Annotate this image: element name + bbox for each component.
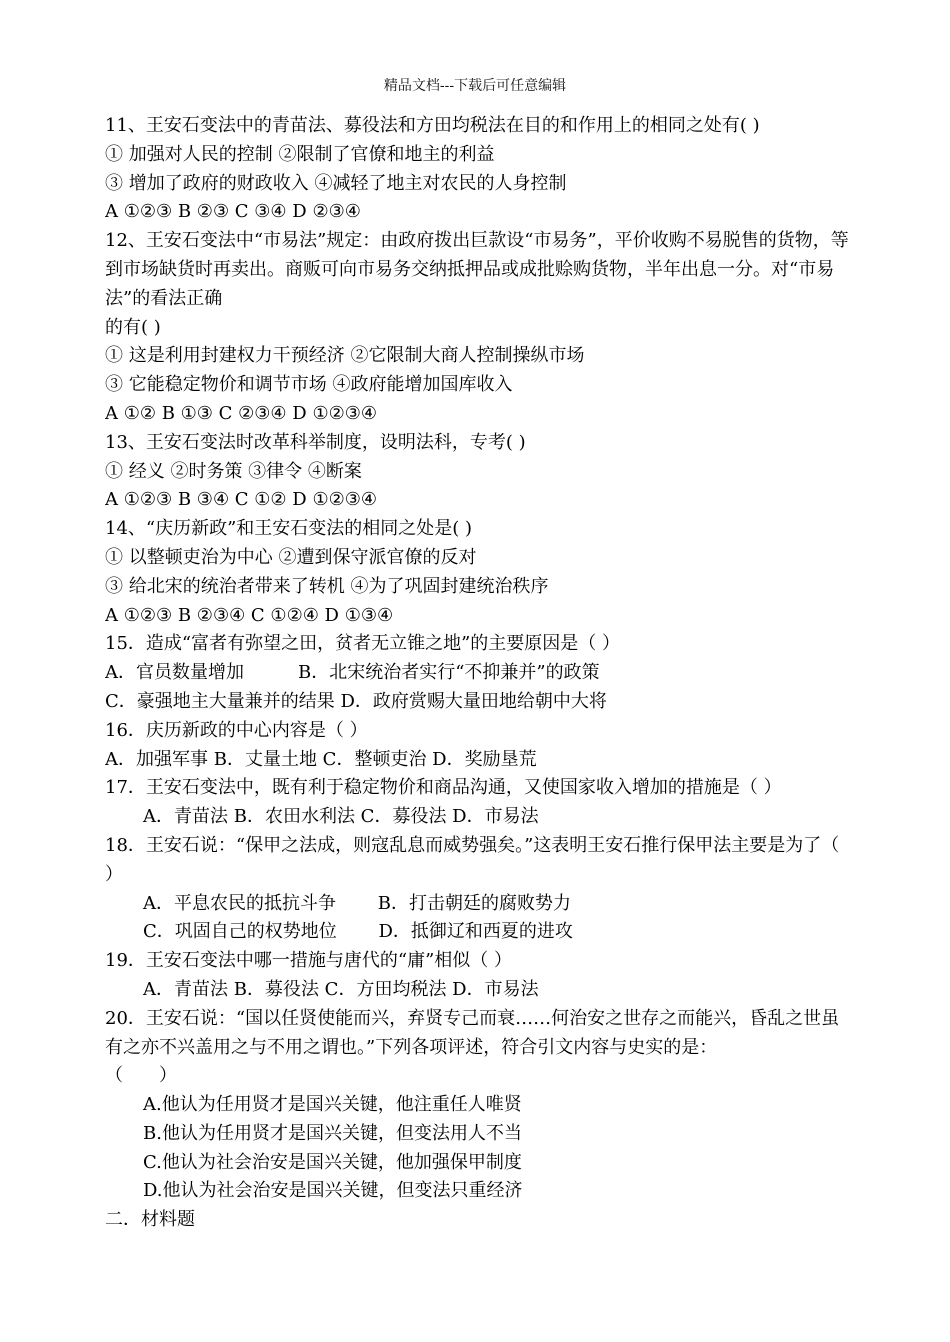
- text-line: 的有( ): [105, 316, 161, 338]
- text-line: A.他认为任用贤才是国兴关键，他注重任人唯贤: [143, 1094, 522, 1116]
- text-line: ① 以整顿吏治为中心 ②遭到保守派官僚的反对: [105, 546, 477, 568]
- text-line: C．巩固自己的权势地位 D．抵御辽和西夏的进攻: [143, 921, 573, 943]
- text-line: A．加强军事 B．丈量土地 C．整顿吏治 D．奖励垦荒: [105, 748, 537, 770]
- text-line: A．官员数量增加 B．北宋统治者实行“不抑兼并”的政策: [105, 662, 600, 684]
- text-line: 14、“庆历新政”和王安石变法的相同之处是( ): [105, 518, 473, 540]
- text-line: A ①② B ①③ C ②③④ D ①②③④: [105, 402, 377, 424]
- text-line: 18．王安石说：“保甲之法成，则寇乱息而威势强矣。”这表明王安石推行保甲法主要是为了（ ）: [105, 834, 840, 885]
- text-line: 20．王安石说：“国以任贤使能而兴，弃贤专己而衰……何治安之世存之而能兴，昏乱之世虽有之亦不兴盖用之与不用之谓也。”下列各项评述，符合引文内容与史实的是：: [105, 1007, 840, 1058]
- text-line: A．青苗法 B．农田水利法 C．募役法 D．市易法: [143, 806, 539, 828]
- text-line: B.他认为任用贤才是国兴关键，但变法用人不当: [143, 1122, 522, 1144]
- text-line: ① 加强对人民的控制 ②限制了官僚和地主的利益: [105, 143, 495, 165]
- text-line: 11、王安石变法中的青苗法、募役法和方田均税法在目的和作用上的相同之处有( ): [105, 115, 760, 136]
- text-line: A ①②③ B ③④ C ①② D ①②③④: [105, 489, 377, 511]
- text-line: 16．庆历新政的中心内容是（ ）: [105, 719, 368, 741]
- text-line: C．豪强地主大量兼并的结果 D．政府赏赐大量田地给朝中大将: [105, 690, 607, 712]
- text-line: 19．王安石变法中哪一措施与唐代的“庸”相似（ ）: [105, 950, 513, 972]
- text-line: 12、王安石变法中“市易法”规定：由政府拨出巨款设“市易务”，平价收购不易脱售的货物，等到市场缺货时再卖出。商贩可向市易务交纳抵押品或成批赊购货物，半年出息一分。对“市易法”的看法正确: [105, 230, 849, 309]
- text-line: ① 这是利用封建权力干预经济 ②它限制大商人控制操纵市场: [105, 345, 585, 367]
- text-line: 17．王安石变法中，既有利于稳定物价和商品沟通，又使国家收入增加的措施是（ ）: [105, 777, 782, 799]
- text-line: ① 经义 ②时务策 ③律令 ④断案: [105, 460, 362, 482]
- text-line: A．平息农民的抵抗斗争 B．打击朝廷的腐败势力: [143, 892, 571, 914]
- text-line: C.他认为社会治安是国兴关键，他加强保甲制度: [143, 1151, 522, 1173]
- text-line: 15．造成“富者有弥望之田，贫者无立锥之地”的主要原因是（ ）: [105, 633, 621, 655]
- text-line: 13、王安石变法时改革科举制度，设明法科，专考( ): [105, 431, 526, 453]
- text-line: A ①②③ B ②③ C ③④ D ②③④: [105, 201, 361, 223]
- page-header: 精品文档---下载后可任意编辑: [383, 78, 567, 94]
- text-line: ③ 它能稳定物价和调节市场 ④政府能增加国库收入: [105, 374, 513, 396]
- text-line: ③ 增加了政府的财政收入 ④减轻了地主对农民的人身控制: [105, 172, 567, 194]
- text-line: （ ）: [105, 1065, 177, 1087]
- text-line: D.他认为社会治安是国兴关键，但变法只重经济: [143, 1180, 523, 1202]
- text-line: A ①②③ B ②③④ C ①②④ D ①③④: [105, 604, 394, 626]
- text-line: 二．材料题: [105, 1209, 195, 1231]
- text-line: A．青苗法 B．募役法 C．方田均税法 D．市易法: [143, 978, 539, 1000]
- document-body: [105, 112, 850, 1235]
- text-line: ③ 给北宋的统治者带来了转机 ④为了巩固封建统治秩序: [105, 575, 549, 597]
